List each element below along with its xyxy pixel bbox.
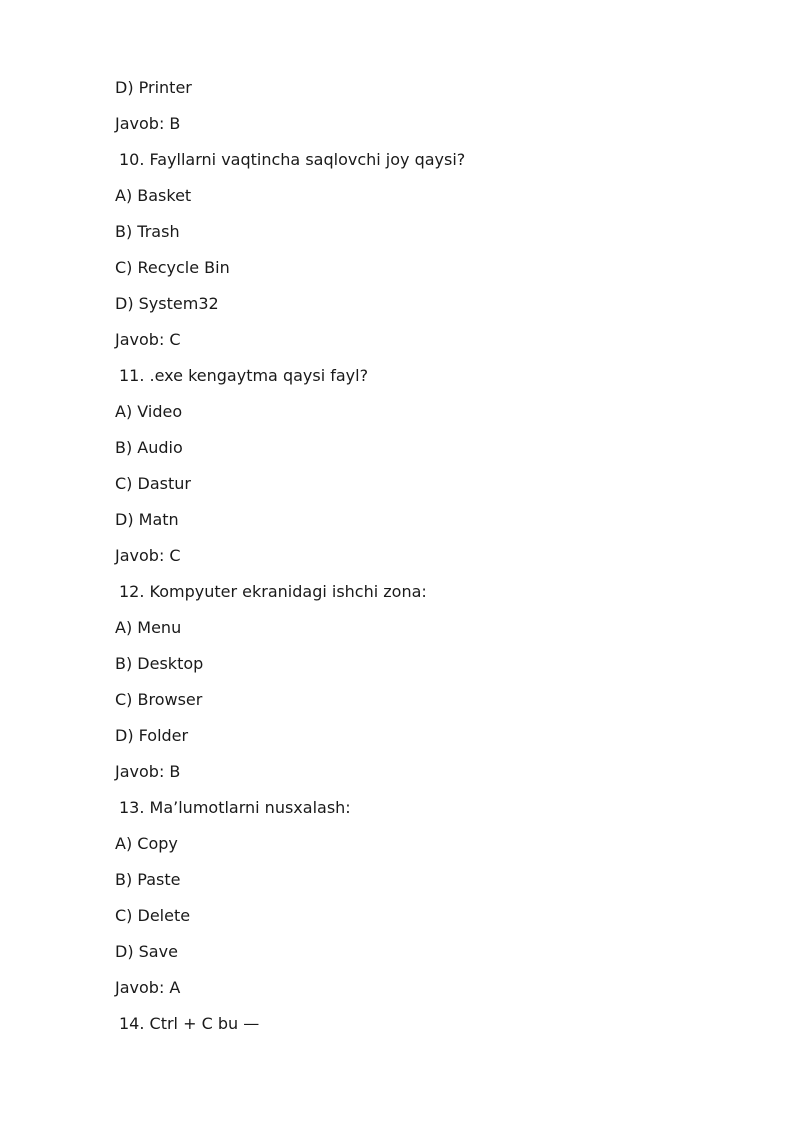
- option-line: D) Folder: [115, 726, 189, 745]
- option-line: D) System32: [115, 294, 219, 313]
- answer-line: Javob: B: [115, 114, 181, 133]
- option-line: A) Copy: [115, 834, 178, 853]
- option-line: A) Menu: [115, 618, 182, 637]
- question-line: 11. .exe kengaytma qaysi fayl?: [119, 366, 369, 385]
- option-line: B) Paste: [115, 870, 181, 889]
- answer-line: Javob: A: [115, 978, 181, 997]
- option-line: B) Trash: [115, 222, 180, 241]
- answer-line: Javob: C: [115, 330, 181, 349]
- option-line: D) Matn: [115, 510, 179, 529]
- option-line: D) Save: [115, 942, 178, 961]
- option-line: C) Delete: [115, 906, 191, 925]
- question-line: 10. Fayllarni vaqtincha saqlovchi joy qaysi?: [119, 150, 466, 169]
- question-line: 12. Kompyuter ekranidagi ishchi zona:: [119, 582, 427, 601]
- answer-line: Javob: C: [115, 546, 181, 565]
- option-line: C) Browser: [115, 690, 203, 709]
- option-line: C) Recycle Bin: [115, 258, 230, 277]
- option-line: A) Basket: [115, 186, 192, 205]
- document-content: [115, 75, 755, 1047]
- option-line: A) Video: [115, 402, 183, 421]
- option-line: D) Printer: [115, 78, 192, 97]
- option-line: C) Dastur: [115, 474, 191, 493]
- option-line: B) Audio: [115, 438, 183, 457]
- question-line: 14. Ctrl + C bu —: [119, 1014, 260, 1033]
- option-line: B) Desktop: [115, 654, 204, 673]
- question-line: 13. Ma’lumotlarni nusxalash:: [119, 798, 351, 817]
- answer-line: Javob: B: [115, 762, 181, 781]
